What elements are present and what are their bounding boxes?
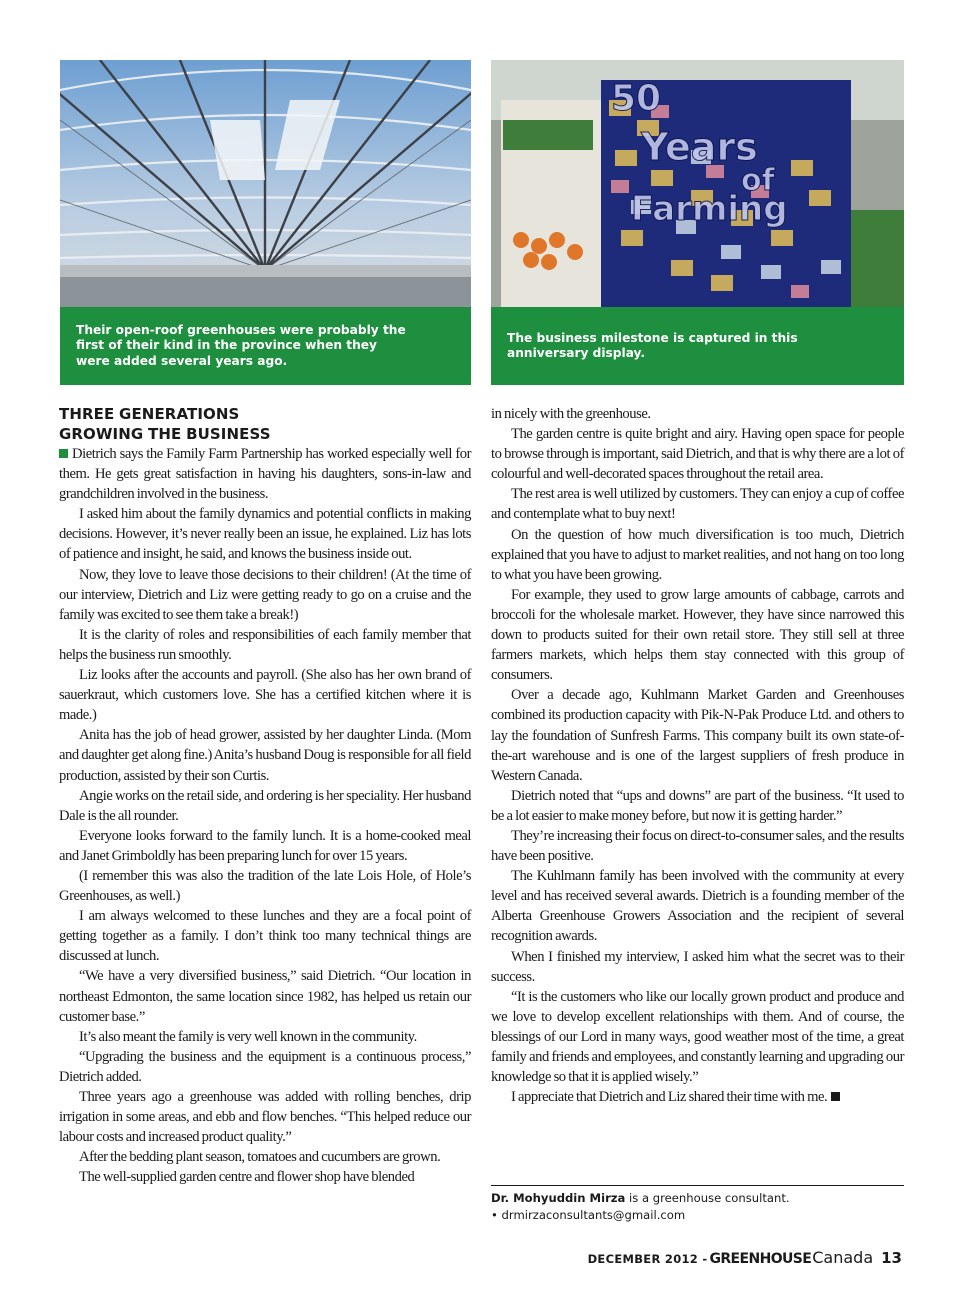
paragraph: “We have a very diversified business,” said Dietrich. “Our location in northeast Edmonton, the same location since 1982, has helped us retain our customer base.” [59,968,471,1025]
footer-brand-light: Canada [812,1248,874,1267]
paragraph: The garden centre is quite bright and airy. Having open space for people to browse through is important, said Dietrich, and that is why there are a lot of colourful and well-decorated spaces throughout the retail area. [491,426,904,483]
paragraph: Anita has the job of head grower, assisted by her daughter Linda. (Mom and daughter get along fine.) Anita’s husband Doug is responsible for all field production, assisted by their son Curtis. [59,727,471,784]
paragraph: Over a decade ago, Kuhlmann Market Garden and Greenhouses combined its production capacity with Pik-N-Pak Produce Ltd. and others to lay the foundation of Sunfresh Farms. This company built its own state-of-the-art warehouse and is one of the largest suppliers of fresh produce in Western Canada. [491,687,904,784]
paragraph: It’s also meant the family is very well known in the community. [79,1028,417,1045]
paragraph: The rest area is well utilized by customers. They can enjoy a cup of coffee and contemplate what to buy next! [491,486,904,523]
author-bio [491,1185,904,1224]
end-mark-icon [831,1092,840,1101]
paragraph: I am always welcomed to these lunches and they are a focal point of getting together as a family. I don’t think too many technical things are discussed at lunch. [59,908,471,965]
paragraph: Liz looks after the accounts and payroll. (She also has her own brand of sauerkraut, which customers love. She has a certified kitchen where it is made.) [59,667,471,724]
paragraph: It is the clarity of roles and responsibilities of each family member that helps the business run smoothly. [59,626,471,663]
anniversary-display-image [491,60,904,307]
display-text-farming: Farming [631,189,788,229]
paragraph: They’re increasing their focus on direct-to-consumer sales, and the results have been positive. [491,827,904,865]
caption-right [491,307,904,385]
display-text-50: 50 [611,78,662,119]
caption-right-line2: anniversary display. [507,346,646,360]
caption-left [60,307,471,385]
footer-brand-bold: GREENHOUSE [709,1251,812,1267]
page-number: 13 [881,1249,902,1267]
section-heading [59,404,471,444]
anniversary-display-photo [491,60,904,307]
paragraph-text: I appreciate that Dietrich and Liz shared their time with me. [511,1089,828,1106]
paragraph: When I finished my interview, I asked him what the secret was to their success. [491,948,904,985]
caption-left-line2: first of their kind in the province when they [76,338,377,353]
section-bullet-icon [59,449,68,458]
paragraph-final [491,1087,904,1107]
greenhouse-roof-photo [60,60,471,307]
author-name: Dr. Mohyuddin Mirza [491,1191,626,1205]
article-column-right [491,404,904,1107]
paragraph: “Upgrading the business and the equipment is a continuous process,” Dietrich added. [59,1048,471,1085]
paragraph: On the question of how much diversification is too much, Dietrich explained that you have to adjust to market realities, and not hang on too long to what you have been growing. [491,526,904,583]
paragraph: Angie works on the retail side, and ordering is her speciality. Her husband Dale is the all rounder. [59,787,471,824]
paragraph: Everyone looks forward to the family lunch. It is a home-cooked meal and Janet Grimboldly has been preparing lunch for over 15 years. [59,827,471,864]
paragraph: After the bedding plant season, tomatoes and cucumbers are grown. [79,1149,441,1166]
paragraph-lead [59,444,471,504]
paragraph-continued: in nicely with the greenhouse. [491,406,651,422]
author-role: is a greenhouse consultant. [629,1191,790,1205]
photo-left-block [60,60,471,385]
paragraph: (I remember this was also the tradition of the late Lois Hole, of Hole’s Greenhouses, as well.) [59,867,471,905]
paragraph: “It is the customers who like our locally grown product and produce and we love to develop excellent relationships with them. And of course, the blessings of our Lord in many ways, good weather most of the time, a great family and friends and employees, and constantly learning and upgrading our knowledge so that it is applied wisely.” [491,988,904,1086]
heading-line2: GROWING THE BUSINESS [59,425,271,443]
paragraph: Now, they love to leave those decisions to their children! (At the time of our interview, Dietrich and Liz were getting ready to go on a cruise and the family was excited to see them take a break!) [59,566,471,623]
author-email: • drmirzaconsultants@gmail.com [491,1208,686,1222]
caption-right-line1: The business milestone is captured in this [507,330,798,345]
footer-date: DECEMBER 2012 - [587,1252,708,1266]
caption-left-line1: Their open-roof greenhouses were probably the [76,322,406,337]
paragraph: Dietrich noted that “ups and downs” are part of the business. “It used to be a lot easier to make money before, but now it is getting harder.” [491,787,904,824]
photo-right-block [491,60,904,385]
paragraph: The well-supplied garden centre and flower shop have blended [79,1169,415,1186]
paragraph: I asked him about the family dynamics and potential conflicts in making decisions. However, it’s never really been an issue, he explained. Liz has lots of patience and insight, he said, and knows the business inside out. [59,506,471,563]
display-text-years: Years [641,125,758,169]
page-footer [588,1248,902,1267]
author-bio-line [491,1190,904,1207]
article-column-left [59,404,471,1187]
paragraph: Three years ago a greenhouse was added with rolling benches, drip irrigation in some areas, and ebb and flow benches. “This helped reduce our labour costs and increased product quality.” [59,1089,471,1146]
greenhouse-roof-image [60,60,471,307]
heading-line1: THREE GENERATIONS [59,405,240,423]
paragraph-text: Dietrich says the Family Farm Partnership has worked especially well for them. He gets great satisfaction in having his daughters, sons-in-law and grandchildren involved in the business. [59,446,471,503]
display-text-of: of [741,163,775,198]
caption-left-line3: were added several years ago. [76,353,288,368]
paragraph: For example, they used to grow large amounts of cabbage, carrots and broccoli for the wholesale market. However, they have since narrowed this down to products suited for their own retail store. They still sell at three farmers markets, which helps them stay connected with this group of consumers. [491,586,904,684]
paragraph: The Kuhlmann family has been involved with the community at every level and has received several awards. Dietrich is a founding member of the Alberta Greenhouse Growers Association and the recipient of several recognition awards. [491,868,904,945]
